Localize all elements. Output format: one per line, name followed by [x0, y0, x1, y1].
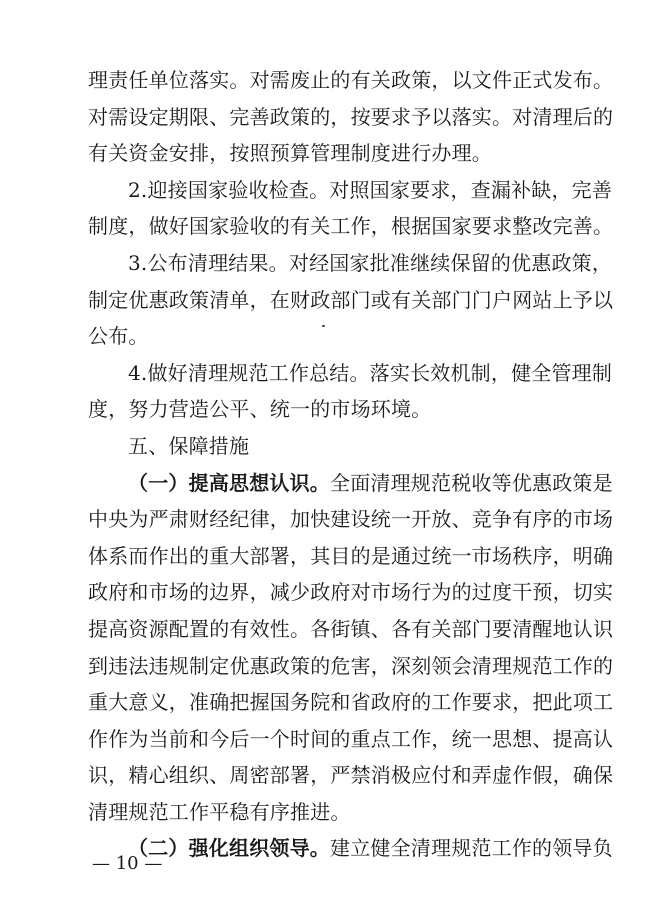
text-line: 作作为当前和今后一个时间的重点工作，统一思想、提高认: [88, 726, 614, 751]
text-line: 清理规范工作平稳有序推进。: [88, 799, 351, 824]
text-line: 有关资金安排，按照预算管理制度进行办理。: [88, 141, 492, 166]
text-line: 到违法违规制定优惠政策的危害，深刻领会清理规范工作的: [88, 653, 614, 678]
page-number: — 10 —: [92, 853, 163, 874]
text-line: 制度，做好国家验收的有关工作，根据国家要求整改完善。: [88, 214, 614, 239]
text-line: 3.公布清理结果。对经国家批准继续保留的优惠政策，: [128, 250, 613, 275]
scan-speck: [322, 325, 325, 327]
text-line: 4.做好清理规范工作总结。落实长效机制，健全管理制: [128, 360, 613, 385]
paragraph-text: 建立健全清理规范工作的领导负: [330, 836, 613, 861]
paragraph-text: 全面清理规范税收等优惠政策是: [330, 470, 613, 495]
text-line: 政府和市场的边界，减少政府对市场行为的过度干预，切实: [88, 580, 614, 605]
text-line: 中央为严肃财经纪律，加快建设统一开放、竞争有序的市场: [88, 507, 614, 532]
text-line: 对需设定期限、完善政策的，按要求予以落实。对清理后的: [88, 104, 614, 129]
text-line: 2.迎接国家验收检查。对照国家要求，查漏补缺，完善: [128, 177, 613, 202]
text-line: 公布。: [88, 324, 149, 349]
paragraph-heading: （二）强化组织领导。: [128, 836, 330, 861]
text-line: 重大意义，准确把握国务院和省政府的工作要求，把此项工: [88, 690, 614, 715]
text-line: 体系而作出的重大部署，其目的是通过统一市场秩序，明确: [88, 543, 614, 568]
paragraph-heading: （一）提高思想认识。: [128, 470, 330, 495]
paragraph-first-line: [88, 465, 613, 502]
text-line: 制定优惠政策清单，在财政部门或有关部门门户网站上予以: [88, 287, 614, 312]
body-text: [88, 62, 614, 867]
text-line: 度，努力营造公平、统一的市场环境。: [88, 397, 432, 422]
section-heading: 五、保障措施: [128, 433, 250, 458]
text-line: 提高资源配置的有效性。各街镇、各有关部门要清醒地认识: [88, 616, 614, 641]
text-line: 理责任单位落实。对需废止的有关政策，以文件正式发布。: [88, 68, 614, 92]
text-line: 识，精心组织、周密部署，严禁消极应付和弄虚作假，确保: [88, 763, 614, 788]
